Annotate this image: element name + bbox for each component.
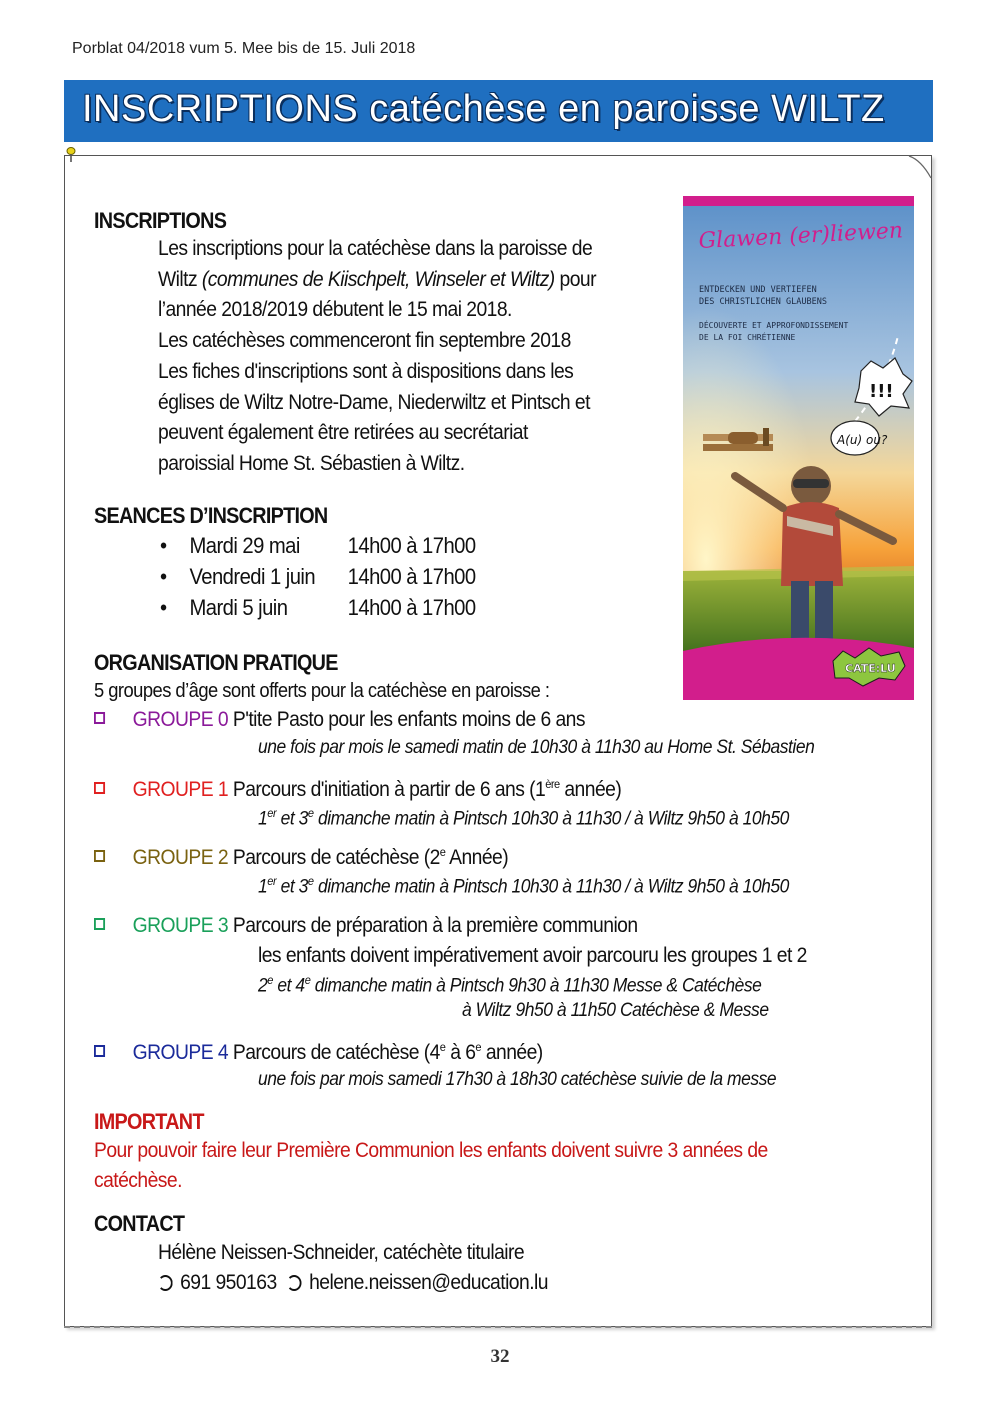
inscriptions-line: Les catéchèses commenceront fin septembre 2018 (158, 329, 571, 353)
group-3-requirement: les enfants doivent impérativement avoir parcouru les groupes 1 et 2 (258, 944, 807, 967)
important-text (94, 1136, 768, 1196)
group-title-end: année) (559, 778, 622, 801)
inscriptions-line-part: Wiltz (158, 267, 202, 291)
group-title: Parcours de catéchèse (4 (228, 1041, 440, 1064)
group-label: GROUPE 3 (132, 914, 229, 937)
heading-seances: SEANCES D’INSCRIPTION (94, 503, 328, 528)
phone-icon (287, 1275, 302, 1291)
group-title-end: Année) (445, 846, 509, 869)
seance-time: 14h00 à 17h00 (347, 564, 476, 589)
inscriptions-line: Les inscriptions pour la catéchèse dans la paroisse de (158, 237, 593, 260)
poster-fr-line: DE LA FOI CHRÉTIENNE (699, 333, 796, 342)
heading-inscriptions: INSCRIPTIONS (94, 208, 227, 233)
schedule-part: dimanche matin à Pintsch 10h30 à 11h30 / à Wiltz 9h50 à 10h50 (313, 876, 789, 898)
group-title-end: année) (481, 1041, 543, 1064)
schedule-part: 2 (258, 975, 268, 997)
seance-time: 14h00 à 17h00 (347, 533, 476, 558)
catechesis-poster (683, 196, 914, 700)
poster-de-line: DES CHRISTLICHEN GLAUBENS (699, 297, 827, 307)
group-4-schedule: une fois par mois samedi 17h30 à 18h30 catéchèse suivie de la messe (258, 1069, 777, 1090)
group-title: Parcours d'initiation à partir de 6 ans (1 (228, 778, 546, 801)
inscriptions-line: églises de Wiltz Notre-Dame, Niederwiltz et Pintsch et (158, 390, 590, 414)
heading-contact: CONTACT (94, 1211, 185, 1236)
group-3 (94, 914, 638, 938)
superscript: ère (545, 777, 560, 791)
page-curl-icon (907, 154, 933, 180)
group-0-schedule: une fois par mois le samedi matin de 10h30 à 11h30 au Home St. Sébastien (258, 737, 815, 758)
inscriptions-line (158, 265, 596, 296)
contact-line (158, 1268, 548, 1299)
group-title: Parcours de préparation à la première communion (228, 914, 638, 937)
poster-de-line: ENTDECKEN UND VERTIEFEN (699, 285, 817, 295)
checkbox-icon (94, 918, 105, 930)
heading-organisation: ORGANISATION PRATIQUE (94, 650, 338, 675)
group-2-schedule (258, 874, 789, 898)
schedule-part: 1 (258, 808, 268, 830)
superscript: e (304, 973, 311, 987)
inscriptions-line: paroissial Home St. Sébastien à Wiltz. (158, 451, 465, 475)
checkbox-icon (94, 850, 105, 862)
poster-logo: CATE:LU (845, 662, 896, 675)
group-3-schedule-wiltz: à Wiltz 9h50 à 11h50 Catéchèse & Messe (462, 1000, 769, 1021)
inscriptions-line: l’année 2018/2019 débutent le 15 mai 2018. (158, 298, 512, 322)
poster-question: A(u) ou? (837, 433, 888, 447)
superscript: er (267, 874, 277, 888)
schedule-part: et 4 (272, 975, 305, 997)
group-label: GROUPE 2 (132, 846, 229, 869)
group-1 (94, 777, 621, 802)
page-title: INSCRIPTIONS catéchèse en paroisse WILTZ (82, 88, 885, 130)
superscript: e (307, 806, 314, 820)
schedule-part: 1 (258, 876, 268, 898)
contact-phone[interactable]: 691 950163 (180, 1271, 277, 1294)
title-banner (64, 80, 933, 142)
panel-bottom-divider (64, 1326, 932, 1328)
contact-email[interactable]: helene.neissen@education.lu (309, 1271, 548, 1294)
inscriptions-line: peuvent également être retirées au secrétariat (158, 421, 528, 445)
seance-item (160, 595, 476, 621)
schedule-part: et 3 (276, 876, 308, 898)
checkbox-icon (94, 712, 105, 724)
inscriptions-line-part: pour (554, 267, 596, 291)
contact-name: Hélène Neissen-Schneider, catéchète titulaire (158, 1241, 525, 1264)
heading-important: IMPORTANT (94, 1109, 204, 1134)
communes-note: (communes de Kiischpelt, Winseler et Wiltz) (201, 267, 555, 291)
schedule-part: et 3 (276, 808, 308, 830)
group-4 (94, 1040, 543, 1065)
bullet-icon: • (160, 595, 167, 620)
inscriptions-text (158, 234, 596, 480)
schedule-part: dimanche matin à Pintsch 10h30 à 11h30 / à Wiltz 9h50 à 10h50 (313, 808, 789, 830)
inscriptions-line: Les fiches d'inscriptions sont à dispositions dans les (158, 359, 574, 383)
checkbox-icon (94, 782, 105, 794)
seance-day: Mardi 5 juin (189, 595, 288, 620)
important-line: Pour pouvoir faire leur Première Communion les enfants doivent suivre 3 années de (94, 1139, 768, 1162)
seance-day: Mardi 29 mai (189, 533, 300, 558)
seance-time: 14h00 à 17h00 (347, 595, 476, 620)
seance-item (160, 533, 476, 559)
group-label: GROUPE 4 (132, 1041, 229, 1064)
group-3-schedule (258, 973, 761, 997)
organisation-intro: 5 groupes d’âge sont offerts pour la catéchèse en paroisse : (94, 680, 550, 702)
superscript: e (475, 1040, 482, 1054)
poster-fr-line: DÉCOUVERTE ET APPROFONDISSEMENT (699, 321, 849, 330)
group-label: GROUPE 1 (132, 778, 229, 801)
running-header: Porblat 04/2018 vum 5. Mee bis de 15. Juli 2018 (72, 40, 416, 57)
poster-illustration (683, 196, 914, 700)
group-2 (94, 845, 508, 870)
group-1-schedule (258, 806, 789, 830)
phone-icon (158, 1275, 173, 1291)
poster-title: Glawen (er)liewen (698, 218, 904, 254)
seance-item (160, 564, 476, 590)
superscript: e (307, 874, 314, 888)
superscript: er (267, 806, 277, 820)
important-line: catéchèse. (94, 1169, 182, 1192)
group-title-mid: à 6 (445, 1041, 476, 1064)
page-number: 32 (490, 1346, 510, 1367)
group-title: P'tite Pasto pour les enfants moins de 6 ans (228, 708, 585, 731)
bullet-icon: • (160, 564, 167, 589)
superscript: e (267, 973, 273, 987)
group-0 (94, 708, 585, 732)
superscript: e (439, 845, 446, 859)
checkbox-icon (94, 1045, 105, 1057)
seance-day: Vendredi 1 juin (189, 564, 316, 589)
group-title: Parcours de catéchèse (2 (228, 846, 440, 869)
bullet-icon: • (160, 533, 167, 558)
schedule-part: dimanche matin à Pintsch 9h30 à 11h30 Messe & Catéchèse (310, 975, 762, 997)
group-label: GROUPE 0 (132, 708, 229, 731)
poster-exclaim: !!! (869, 381, 894, 402)
superscript: e (439, 1040, 446, 1054)
